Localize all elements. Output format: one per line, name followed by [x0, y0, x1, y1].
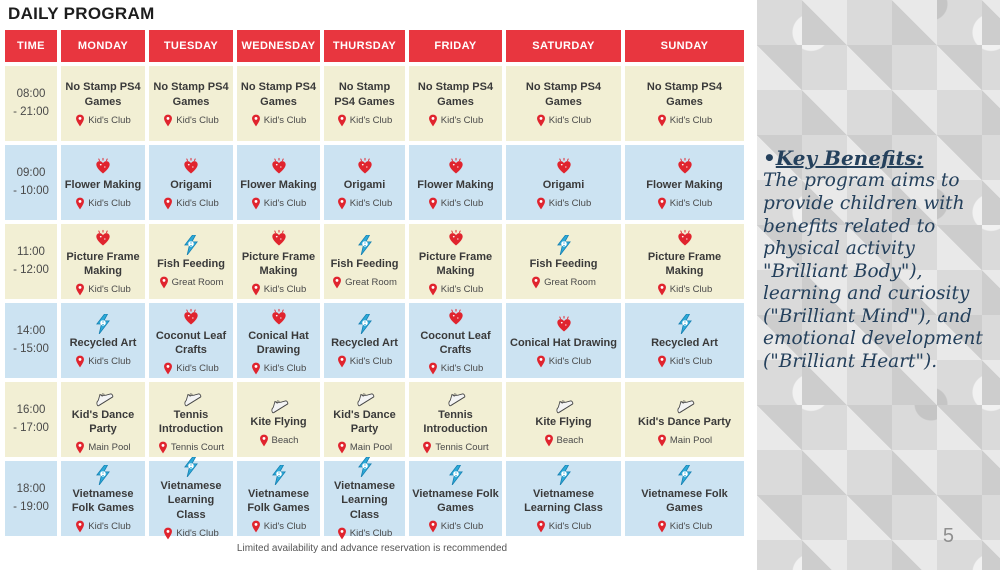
location-pin-icon — [544, 434, 554, 447]
activity-location — [259, 434, 299, 447]
location-label: Great Room — [544, 277, 596, 289]
activity-location — [657, 520, 712, 533]
time-label-line: 14:00 — [16, 324, 46, 337]
activity-title: No Stamp PS4 Games — [240, 81, 317, 108]
activity-location — [544, 434, 584, 447]
activity-location — [75, 114, 130, 127]
location-pin-icon — [75, 520, 85, 533]
bolt-bulb-icon — [95, 464, 111, 485]
location-label: Tennis Court — [435, 442, 489, 454]
location-pin-icon — [75, 441, 85, 454]
heart-sparkle-icon — [446, 306, 466, 327]
activity-cell — [149, 382, 233, 457]
activity-title: Conical Hat Drawing — [510, 336, 617, 349]
activity-title: Flower Making — [417, 178, 494, 191]
activity-title: Picture Frame Making — [647, 250, 722, 277]
activity-cell — [237, 382, 320, 457]
location-label: Kid's Club — [88, 284, 131, 296]
location-pin-icon — [428, 520, 438, 533]
location-pin-icon — [337, 114, 347, 127]
location-label: Kid's Club — [548, 198, 592, 210]
heart-sparkle-icon — [269, 227, 289, 248]
activity-cell — [149, 145, 233, 220]
activity-cell — [324, 303, 405, 378]
location-pin-icon — [163, 362, 173, 375]
activity-location — [75, 441, 130, 454]
activity-title: Kite Flying — [535, 415, 592, 428]
activity-title: Origami — [170, 178, 212, 191]
bolt-bulb-icon — [183, 457, 199, 477]
activity-location — [428, 283, 483, 296]
location-label: Kid's Club — [263, 521, 307, 533]
activity-location — [337, 441, 392, 454]
location-pin-icon — [428, 362, 438, 375]
location-label: Great Room — [171, 277, 224, 289]
time-label-line: - 15:00 — [13, 342, 49, 355]
bolt-bulb-icon — [677, 464, 693, 485]
location-pin-icon — [251, 197, 261, 210]
activity-cell — [409, 224, 502, 299]
heart-sparkle-icon — [554, 313, 574, 334]
bolt-bulb-icon — [357, 313, 373, 334]
location-label: Kid's Club — [669, 356, 713, 368]
activity-title: Vietnamese Folk Games — [641, 487, 728, 514]
location-label: Kid's Club — [440, 284, 484, 296]
activity-location — [428, 362, 483, 375]
activity-title: Vietnamese Folk Games — [412, 487, 499, 514]
location-label: Kid's Club — [263, 284, 307, 296]
location-label: Main Pool — [669, 435, 713, 447]
activity-title: Picture Frame Making — [241, 250, 316, 277]
heart-sparkle-icon — [93, 155, 113, 176]
activity-location — [337, 527, 392, 540]
location-label: Kid's Club — [263, 363, 307, 375]
location-label: Kid's Club — [669, 284, 713, 296]
location-pin-icon — [657, 520, 667, 533]
activity-title: Vietnamese Folk Games — [247, 487, 310, 514]
sneaker-icon — [93, 385, 114, 406]
activity-location — [75, 283, 130, 296]
location-label: Kid's Club — [349, 356, 393, 368]
activity-location — [251, 362, 306, 375]
location-pin-icon — [428, 114, 438, 127]
location-pin-icon — [657, 114, 667, 127]
activity-cell — [324, 461, 405, 539]
activity-location — [75, 520, 130, 533]
location-pin-icon — [337, 527, 347, 540]
time-cell — [5, 382, 57, 457]
activity-location — [163, 527, 218, 540]
bolt-bulb-icon — [556, 234, 572, 255]
location-pin-icon — [158, 441, 168, 454]
activity-location — [657, 434, 712, 447]
activity-title: Fish Feeding — [157, 257, 225, 270]
activity-cell — [237, 303, 320, 378]
activity-title: Flower Making — [240, 178, 317, 191]
activity-cell — [61, 66, 145, 141]
location-label: Kid's Club — [263, 114, 307, 126]
location-label: Kid's Club — [349, 527, 393, 539]
heart-sparkle-icon — [181, 155, 201, 176]
location-pin-icon — [251, 114, 261, 127]
location-label: Great Room — [345, 277, 397, 289]
location-pin-icon — [259, 434, 269, 447]
sneaker-icon — [445, 385, 466, 406]
activity-cell — [149, 303, 233, 378]
bolt-bulb-icon — [677, 313, 693, 334]
activity-title: Flower Making — [64, 178, 142, 191]
activity-title: Origami — [542, 178, 585, 191]
time-cell — [5, 224, 57, 299]
time-label-line: - 21:00 — [13, 105, 49, 118]
activity-location — [531, 276, 596, 289]
heart-sparkle-icon — [355, 155, 375, 176]
activity-location — [657, 283, 712, 296]
location-pin-icon — [536, 520, 546, 533]
activity-title: Kid's Dance Party — [333, 408, 396, 435]
heart-sparkle-icon — [446, 227, 466, 248]
activity-location — [251, 283, 306, 296]
location-label: Kid's Club — [548, 356, 592, 368]
table-header-day: WEDNESDAY — [237, 30, 320, 62]
bolt-bulb-icon — [556, 464, 572, 485]
time-cell — [5, 461, 57, 536]
location-label: Kid's Club — [263, 198, 307, 210]
location-pin-icon — [251, 283, 261, 296]
sneaker-icon — [181, 385, 202, 406]
activity-cell — [409, 303, 502, 378]
time-label-line: 11:00 — [17, 245, 45, 258]
bolt-bulb-icon — [357, 457, 373, 477]
location-pin-icon — [536, 197, 546, 210]
activity-cell — [61, 461, 145, 536]
activity-cell — [625, 382, 744, 457]
heart-sparkle-icon — [675, 155, 695, 176]
location-pin-icon — [657, 355, 667, 368]
location-label: Main Pool — [349, 442, 393, 454]
activity-title: Picture Frame Making — [66, 250, 140, 277]
location-label: Beach — [271, 435, 299, 447]
activity-title: Kite Flying — [250, 415, 307, 428]
location-pin-icon — [428, 197, 438, 210]
activity-location — [536, 520, 591, 533]
activity-title: Vietnamese Learning Class — [160, 480, 222, 521]
time-cell — [5, 66, 57, 141]
activity-title: No Stamp PS4 Games — [525, 81, 602, 108]
activity-location — [163, 197, 218, 210]
activity-location — [251, 114, 306, 127]
heart-sparkle-icon — [269, 306, 289, 327]
activity-location — [158, 441, 224, 454]
activity-title: Kid's Dance Party — [71, 408, 135, 435]
activity-location — [428, 114, 483, 127]
table-header-day: SUNDAY — [625, 30, 744, 62]
activity-cell — [625, 224, 744, 299]
activity-title: Vietnamese Learning Class — [334, 480, 395, 521]
key-benefits-block — [763, 146, 996, 373]
location-pin-icon — [75, 197, 85, 210]
sidebar-collage — [752, 0, 1000, 570]
activity-cell — [149, 66, 233, 141]
activity-location — [75, 197, 130, 210]
activity-title: Origami — [343, 178, 386, 191]
activity-cell — [506, 461, 621, 536]
location-label: Kid's Club — [548, 521, 592, 533]
activity-title: No Stamp PS4 Games — [334, 81, 395, 108]
sneaker-icon — [674, 392, 695, 413]
location-label: Kid's Club — [669, 521, 713, 533]
activity-cell — [149, 461, 233, 539]
bolt-bulb-icon — [271, 464, 287, 485]
location-pin-icon — [337, 441, 347, 454]
daily-program-table — [5, 30, 755, 539]
location-pin-icon — [332, 276, 342, 289]
location-label: Kid's Club — [176, 198, 219, 210]
location-pin-icon — [657, 434, 667, 447]
activity-location — [251, 520, 306, 533]
activity-cell — [625, 461, 744, 536]
activity-cell — [625, 66, 744, 141]
activity-location — [657, 355, 712, 368]
activity-title: Tennis Introduction — [423, 408, 488, 435]
activity-location — [536, 114, 591, 127]
location-pin-icon — [163, 197, 173, 210]
location-pin-icon — [75, 355, 85, 368]
time-label-line: 09:00 — [16, 166, 46, 179]
location-pin-icon — [337, 355, 347, 368]
activity-cell — [61, 224, 145, 299]
location-pin-icon — [536, 114, 546, 127]
activity-title: No Stamp PS4 Games — [65, 81, 141, 108]
location-pin-icon — [163, 527, 173, 540]
location-label: Beach — [556, 435, 584, 447]
time-label-line: - 12:00 — [13, 263, 49, 276]
bolt-bulb-icon — [448, 464, 464, 485]
activity-cell — [237, 224, 320, 299]
activity-cell — [237, 145, 320, 220]
activity-cell — [506, 303, 621, 378]
bolt-bulb-icon — [95, 313, 111, 334]
page-title: DAILY PROGRAM — [8, 4, 155, 23]
location-pin-icon — [531, 276, 541, 289]
bullet: • — [763, 146, 776, 170]
footer-note: Limited availability and advance reservation is recommended — [236, 543, 508, 554]
activity-cell — [506, 145, 621, 220]
activity-location — [428, 197, 483, 210]
location-label: Kid's Club — [440, 363, 484, 375]
time-cell — [5, 303, 57, 378]
activity-location — [75, 355, 130, 368]
activity-cell — [409, 461, 502, 536]
activity-location — [337, 355, 392, 368]
activity-title: Flower Making — [646, 178, 723, 191]
key-benefits-text: The program aims to provide children with benefits related to physical activity "Brilliant Body"), learning and curiosity ("Brilliant Mind"), and emotional development ("Brilliant Heart"). — [763, 170, 983, 372]
activity-title: Tennis Introduction — [158, 408, 224, 435]
location-pin-icon — [337, 197, 347, 210]
location-label: Main Pool — [88, 442, 131, 454]
heart-sparkle-icon — [93, 227, 113, 248]
location-label: Kid's Club — [548, 114, 592, 126]
activity-location — [422, 441, 488, 454]
heart-sparkle-icon — [269, 155, 289, 176]
bolt-bulb-icon — [357, 234, 373, 255]
table-header-day: FRIDAY — [409, 30, 502, 62]
location-label: Kid's Club — [176, 114, 219, 126]
location-pin-icon — [536, 355, 546, 368]
location-pin-icon — [422, 441, 432, 454]
activity-cell — [324, 66, 405, 141]
activity-title: Recycled Art — [331, 336, 398, 349]
location-pin-icon — [251, 520, 261, 533]
activity-title: Kid's Dance Party — [637, 415, 732, 428]
activity-location — [337, 197, 392, 210]
location-label: Kid's Club — [88, 356, 131, 368]
location-pin-icon — [657, 197, 667, 210]
sneaker-icon — [553, 392, 574, 413]
location-label: Kid's Club — [349, 114, 393, 126]
activity-cell — [324, 145, 405, 220]
activity-cell — [237, 66, 320, 141]
activity-title: Fish Feeding — [529, 257, 598, 270]
activity-cell — [625, 145, 744, 220]
activity-title: Vietnamese Learning Class — [524, 487, 603, 514]
location-label: Kid's Club — [88, 114, 131, 126]
activity-cell — [149, 224, 233, 299]
location-label: Kid's Club — [440, 198, 484, 210]
activity-title: Conical Hat Drawing — [248, 329, 309, 356]
sneaker-icon — [268, 392, 289, 413]
activity-cell — [409, 145, 502, 220]
activity-location — [657, 197, 712, 210]
location-pin-icon — [163, 114, 173, 127]
location-label: Kid's Club — [88, 521, 131, 533]
activity-location — [337, 114, 392, 127]
location-label: Kid's Club — [88, 198, 131, 210]
activity-title: No Stamp PS4 Games — [646, 81, 723, 108]
table-header-day: TUESDAY — [149, 30, 233, 62]
activity-title: Fish Feeding — [330, 257, 399, 270]
bolt-bulb-icon — [183, 234, 199, 255]
activity-title: Coconut Leaf Crafts — [420, 329, 491, 356]
activity-cell — [625, 303, 744, 378]
activity-cell — [409, 66, 502, 141]
activity-cell — [324, 224, 405, 299]
location-label: Kid's Club — [440, 521, 484, 533]
sneaker-icon — [354, 385, 375, 406]
table-header-day: SATURDAY — [506, 30, 621, 62]
activity-cell — [506, 382, 621, 457]
activity-location — [332, 276, 397, 289]
time-label-line: 08:00 — [16, 87, 46, 100]
page-number: 5 — [942, 525, 954, 547]
heart-sparkle-icon — [446, 155, 466, 176]
activity-title: No Stamp PS4 Games — [417, 81, 494, 108]
table-header-day: MONDAY — [61, 30, 145, 62]
heart-sparkle-icon — [675, 227, 695, 248]
location-label: Kid's Club — [176, 527, 219, 539]
location-label: Kid's Club — [669, 198, 713, 210]
location-label: Kid's Club — [669, 114, 713, 126]
activity-cell — [506, 224, 621, 299]
activity-cell — [506, 66, 621, 141]
activity-cell — [61, 303, 145, 378]
activity-cell — [237, 461, 320, 536]
location-label: Kid's Club — [176, 363, 219, 375]
time-label-line: - 19:00 — [13, 500, 49, 513]
activity-title: No Stamp PS4 Games — [153, 81, 229, 108]
activity-cell — [324, 382, 405, 457]
location-pin-icon — [75, 283, 85, 296]
table-header-day: THURSDAY — [324, 30, 405, 62]
location-pin-icon — [159, 276, 169, 289]
location-label: Tennis Court — [170, 442, 225, 454]
location-label: Kid's Club — [440, 114, 484, 126]
time-label-line: - 17:00 — [13, 421, 49, 434]
time-label-line: - 10:00 — [13, 184, 49, 197]
activity-location — [657, 114, 712, 127]
activity-location — [163, 114, 218, 127]
table-header-time: TIME — [5, 30, 57, 62]
location-pin-icon — [251, 362, 261, 375]
activity-cell — [61, 382, 145, 457]
activity-location — [536, 197, 591, 210]
location-label: Kid's Club — [349, 198, 393, 210]
location-pin-icon — [657, 283, 667, 296]
activity-location — [163, 362, 218, 375]
activity-location — [428, 520, 483, 533]
activity-title: Picture Frame Making — [418, 250, 493, 277]
activity-cell — [61, 145, 145, 220]
activity-location — [159, 276, 224, 289]
heart-sparkle-icon — [181, 306, 201, 327]
time-label-line: 18:00 — [16, 482, 46, 495]
time-label-line: 16:00 — [16, 403, 46, 416]
activity-cell — [409, 382, 502, 457]
heart-sparkle-icon — [554, 155, 574, 176]
activity-title: Recycled Art — [69, 336, 137, 349]
activity-title: Coconut Leaf Crafts — [155, 329, 227, 356]
key-benefits-title: Key Benefits: — [775, 146, 924, 170]
location-pin-icon — [75, 114, 85, 127]
key-benefits-heading — [763, 146, 996, 170]
activity-location — [536, 355, 591, 368]
location-pin-icon — [428, 283, 438, 296]
time-cell — [5, 145, 57, 220]
activity-title: Recycled Art — [651, 336, 718, 349]
activity-title: Vietnamese Folk Games — [71, 487, 135, 514]
activity-location — [251, 197, 306, 210]
